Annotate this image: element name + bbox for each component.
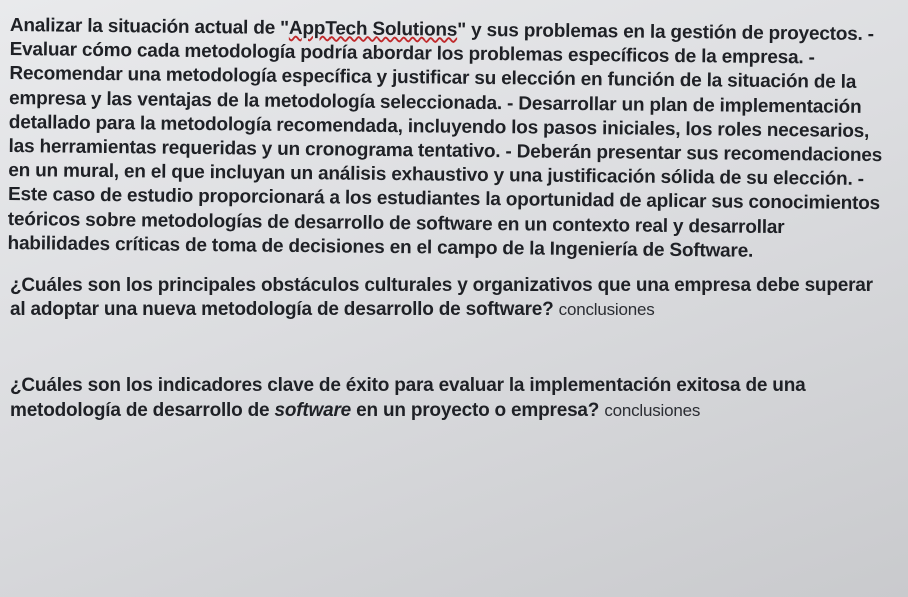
question-2-tag: conclusiones — [604, 400, 701, 420]
intro-text-start: Analizar la situación actual de " — [9, 14, 290, 39]
document-page — [7, 14, 890, 423]
question-1 — [10, 274, 890, 322]
question-2-text-start: ¿Cuáles son los indicadores clave de éxito para evaluar la implementación exitosa de una metodología de desarrollo de — [10, 375, 806, 421]
question-2 — [10, 374, 890, 422]
intro-text-rest: " y sus problemas en la gestión de proyectos. - Evaluar cómo cada metodología podría abordar los problemas específicos de la empresa. - Recomendar una metodología específica y justificar su elección en función de la situación de la empresa y las ventajas de la metodología seleccionada. - Desarrollar un plan de implementación detallado para la metodología recomendada, incluyendo los pasos iniciales, los roles necesarios, las herramientas requeridas y un cronograma tentativo. - Deberán presentar sus recomendaciones en un mural, en el que incluyan un análisis exhaustivo y una justificación sólida de su elección. - Este caso de estudio proporcionará a los estudiantes la oportunidad de aplicar sus conocimientos teóricos sobre metodologías de desarrollo de software en un contexto real y desarrollar habilidades críticas de toma de decisiones en el campo de la Ingeniería de Software. — [7, 19, 883, 262]
intro-paragraph — [7, 14, 889, 265]
question-2-italic-word: software — [274, 399, 352, 421]
question-1-tag: conclusiones — [558, 300, 655, 320]
question-2-text-end: en un proyecto o empresa? — [351, 399, 600, 421]
company-name: AppTech Solutions — [288, 17, 458, 41]
question-1-text: ¿Cuáles son los principales obstáculos culturales y organizativos que una empresa debe superar al adoptar una nueva metodología de desarrollo de software? — [10, 275, 873, 321]
